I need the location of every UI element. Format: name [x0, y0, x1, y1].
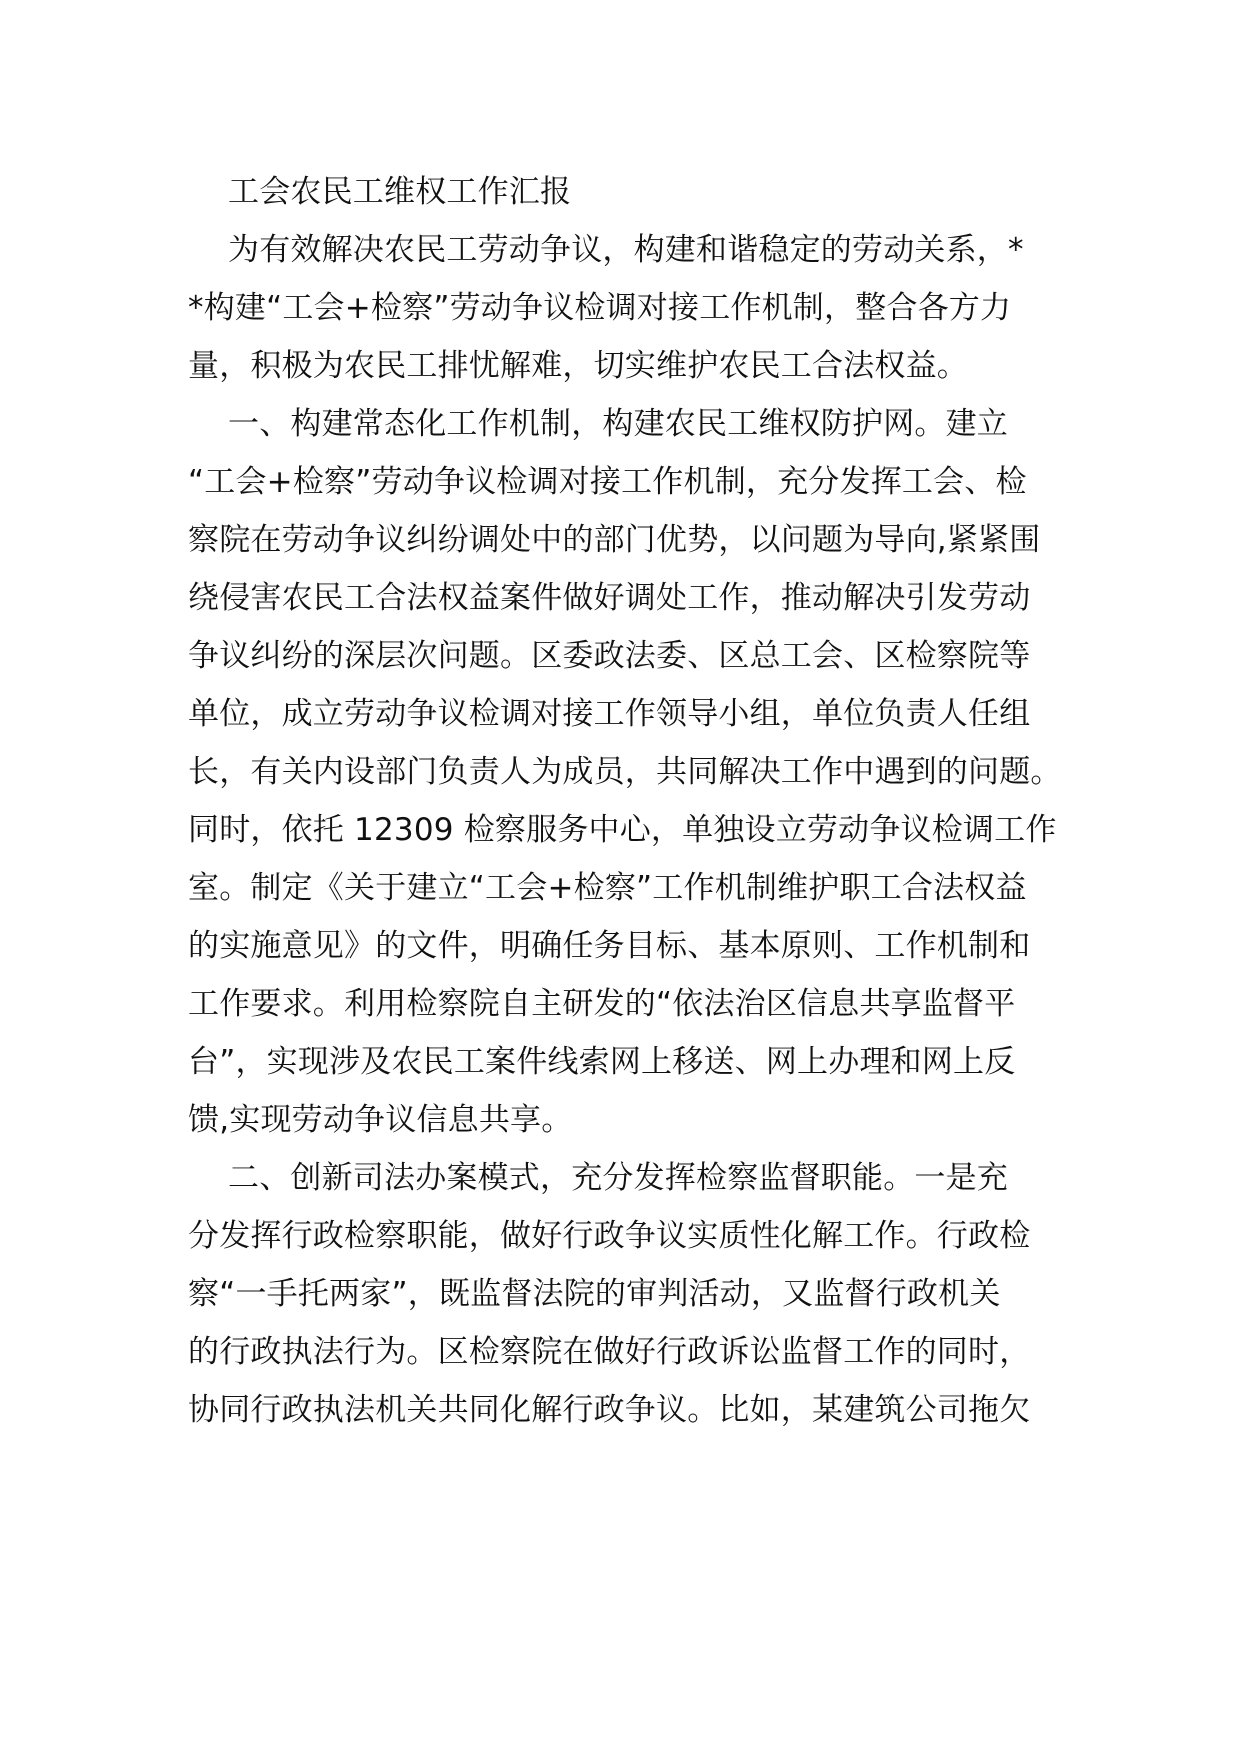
text-line: 室。制定《关于建立“工会+检察”工作机制维护职工合法权益 — [188, 870, 1027, 906]
text-line: 察院在劳动争议纠纷调处中的部门优势，以问题为导向,紧紧围 — [188, 522, 1041, 558]
text-line: 察“一手托两家”，既监督法院的审判活动，又监督行政机关 — [188, 1276, 1001, 1312]
text-line: 工作要求。利用检察院自主研发的“依法治区信息共享监督平 — [188, 986, 1016, 1022]
text-line: 台”，实现涉及农民工案件线索网上移送、网上办理和网上反 — [188, 1044, 1016, 1080]
text-line: 同时，依托 12309 检察服务中心，单独设立劳动争议检调工作 — [188, 812, 1057, 848]
text-line: 馈,实现劳动争议信息共享。 — [188, 1102, 573, 1138]
text-line: 单位，成立劳动争议检调对接工作领导小组，单位负责人任组 — [188, 696, 1031, 732]
text-line: 为有效解决农民工劳动争议，构建和谐稳定的劳动关系，* — [228, 232, 1024, 268]
text-line: 争议纠纷的深层次问题。区委政法委、区总工会、区检察院等 — [188, 638, 1031, 674]
text-line: 的行政执法行为。区检察院在做好行政诉讼监督工作的同时， — [188, 1334, 1031, 1370]
text-line: “工会+检察”劳动争议检调对接工作机制，充分发挥工会、检 — [188, 464, 1027, 500]
text-line: 的实施意见》的文件，明确任务目标、基本原则、工作机制和 — [188, 928, 1031, 964]
text-line: 量，积极为农民工排忧解难，切实维护农民工合法权益。 — [188, 348, 968, 384]
text-line: 协同行政执法机关共同化解行政争议。比如，某建筑公司拖欠 — [188, 1392, 1031, 1428]
text-line: 绕侵害农民工合法权益案件做好调处工作，推动解决引发劳动 — [188, 580, 1031, 616]
text-line: 长，有关内设部门负责人为成员，共同解决工作中遇到的问题。 — [188, 754, 1062, 790]
text-line: 二、创新司法办案模式，充分发挥检察监督职能。一是充 — [228, 1160, 1008, 1196]
text-line: 分发挥行政检察职能，做好行政争议实质性化解工作。行政检 — [188, 1218, 1031, 1254]
document-title: 工会农民工维权工作汇报 — [228, 174, 572, 210]
text-line: 一、构建常态化工作机制，构建农民工维权防护网。建立 — [228, 406, 1008, 442]
text-line: *构建“工会+检察”劳动争议检调对接工作机制，整合各方力 — [188, 290, 1012, 326]
